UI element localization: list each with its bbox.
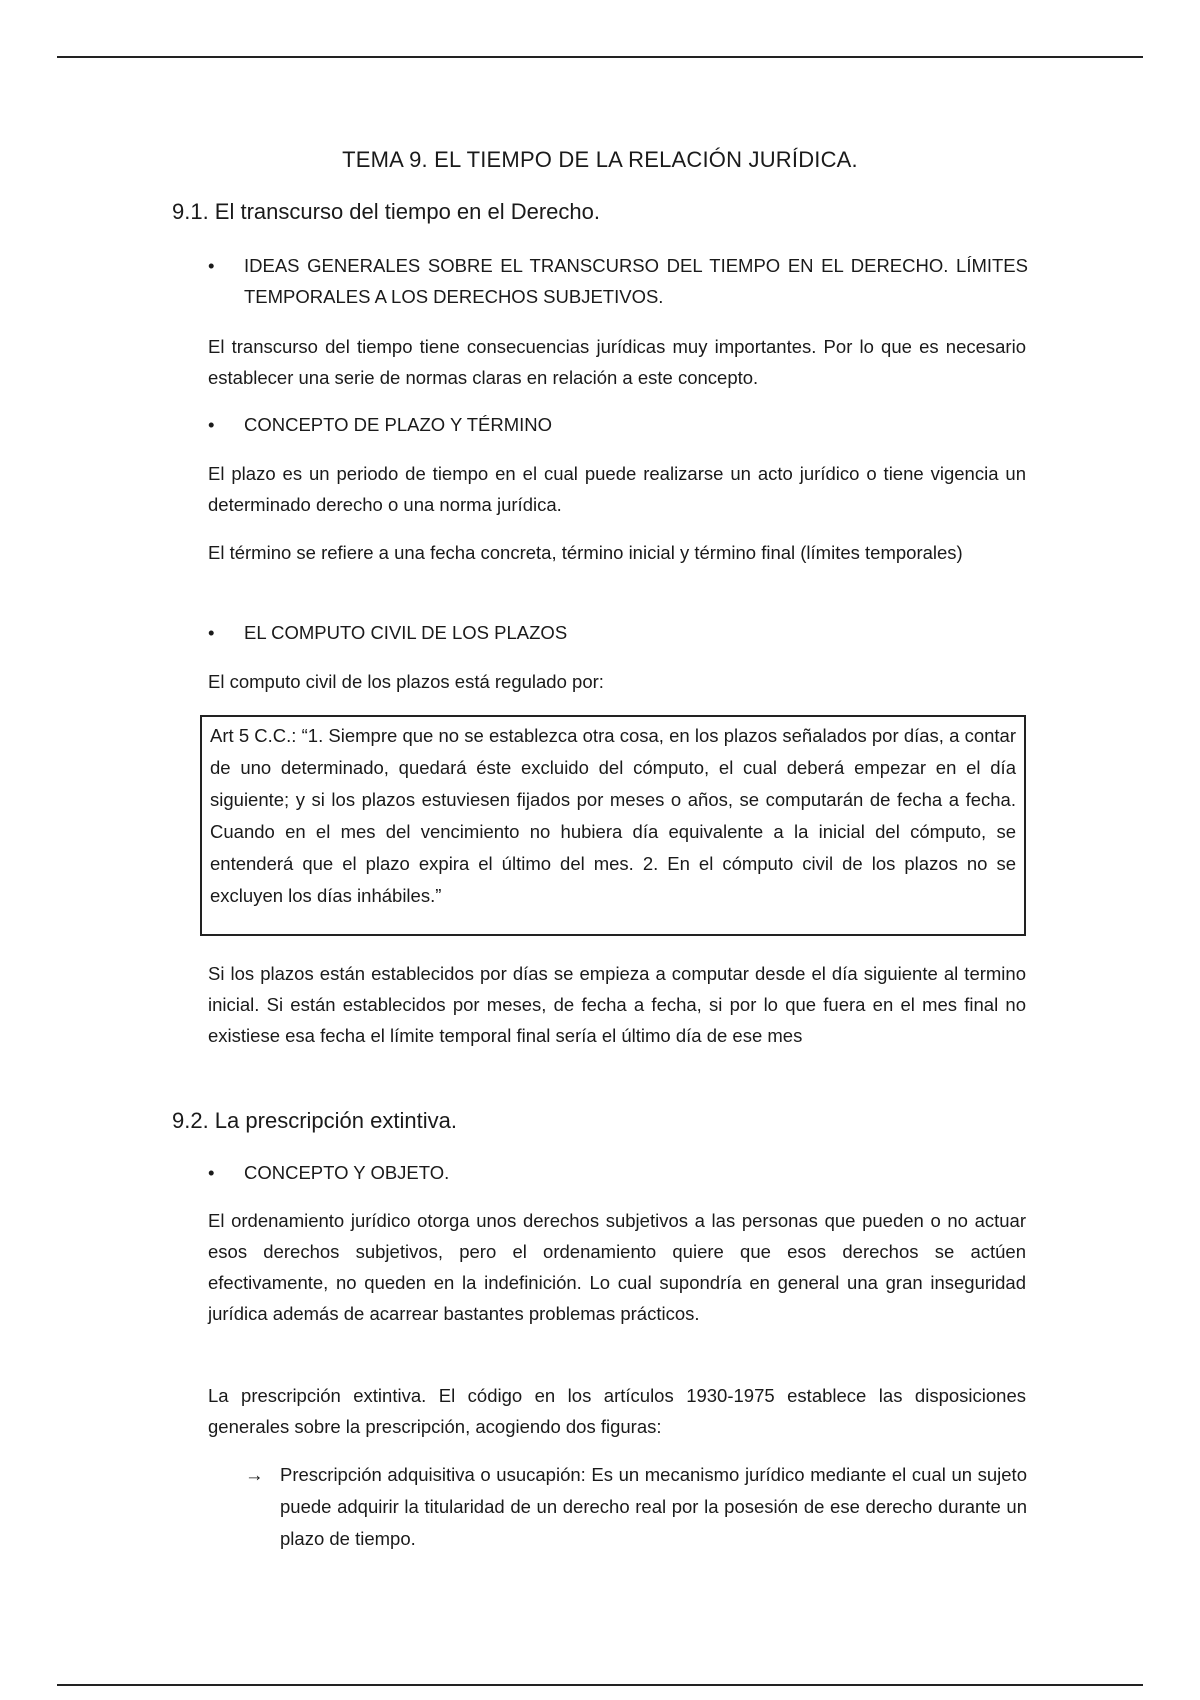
footer-rule <box>57 1684 1143 1686</box>
arrow-icon: → <box>245 1464 264 1485</box>
section-heading-9-1: 9.1. El transcurso del tiempo en el Derecho. <box>172 199 601 224</box>
bullet-text: CONCEPTO DE PLAZO Y TÉRMINO <box>244 414 553 435</box>
bullet-icon: • <box>208 1162 215 1183</box>
bullet-icon: • <box>208 414 215 435</box>
bullet-item <box>208 617 1028 648</box>
bullet-icon: • <box>208 255 215 276</box>
paragraph: El plazo es un periodo de tiempo en el cual puede realizarse un acto jurídico o tiene vigencia un determinado derecho o una norma jurídica. <box>208 463 1026 515</box>
paragraph: El computo civil de los plazos está regulado por: <box>208 671 604 692</box>
bullet-item <box>208 250 1028 312</box>
header-rule <box>57 56 1143 58</box>
arrow-list-item <box>245 1459 1027 1555</box>
bullet-icon: • <box>208 622 215 643</box>
paragraph: El término se refiere a una fecha concreta, término inicial y término final (límites temporales) <box>208 542 963 563</box>
section-heading-9-2: 9.2. La prescripción extintiva. <box>172 1108 457 1133</box>
document-title: TEMA 9. EL TIEMPO DE LA RELACIÓN JURÍDICA. <box>342 147 858 172</box>
bullet-text: EL COMPUTO CIVIL DE LOS PLAZOS <box>244 622 568 643</box>
paragraph: La prescripción extintiva. El código en los artículos 1930-1975 establece las disposiciones generales sobre la prescripción, acogiendo dos figuras: <box>208 1385 1026 1437</box>
paragraph: El transcurso del tiempo tiene consecuencias jurídicas muy importantes. Por lo que es necesario establecer una serie de normas claras en relación a este concepto. <box>208 336 1026 388</box>
legal-quote-box: Art 5 C.C.: “1. Siempre que no se establezca otra cosa, en los plazos señalados por días, a contar de uno determinado, quedará éste excluido del cómputo, el cual deberá empezar en el día siguiente; y si los plazos estuviesen fijados por meses o años, se computarán de fecha a fecha. Cuando en el mes del vencimiento no hubiera día equivalente a la inicial del cómputo, se entenderá que el plazo expira el último del mes. 2. En el cómputo civil de los plazos no se excluyen los días inhábiles.” <box>200 715 1026 936</box>
bullet-item <box>208 409 1028 440</box>
bullet-text: IDEAS GENERALES SOBRE EL TRANSCURSO DEL TIEMPO EN EL DERECHO. LÍMITES TEMPORALES A LOS DERECHOS SUBJETIVOS. <box>244 255 1028 307</box>
paragraph: El ordenamiento jurídico otorga unos derechos subjetivos a las personas que pueden o no actuar esos derechos subjetivos, pero el ordenamiento quiere que esos derechos se actúen efectivamente, no queden en la indefinición. Lo cual supondría en general una gran inseguridad jurídica además de acarrear bastantes problemas prácticos. <box>208 1210 1026 1324</box>
paragraph: Si los plazos están establecidos por días se empieza a computar desde el día siguiente al termino inicial. Si están establecidos por meses, de fecha a fecha, si por lo que fuera en el mes final no existiese esa fecha el límite temporal final sería el último día de ese mes <box>208 963 1026 1046</box>
bullet-text: CONCEPTO Y OBJETO. <box>244 1162 450 1183</box>
arrow-item-text: Prescripción adquisitiva o usucapión: Es un mecanismo jurídico mediante el cual un sujeto puede adquirir la titularidad de un derecho real por la posesión de ese derecho durante un plazo de tiempo. <box>280 1464 1027 1549</box>
bullet-item <box>208 1157 1028 1188</box>
